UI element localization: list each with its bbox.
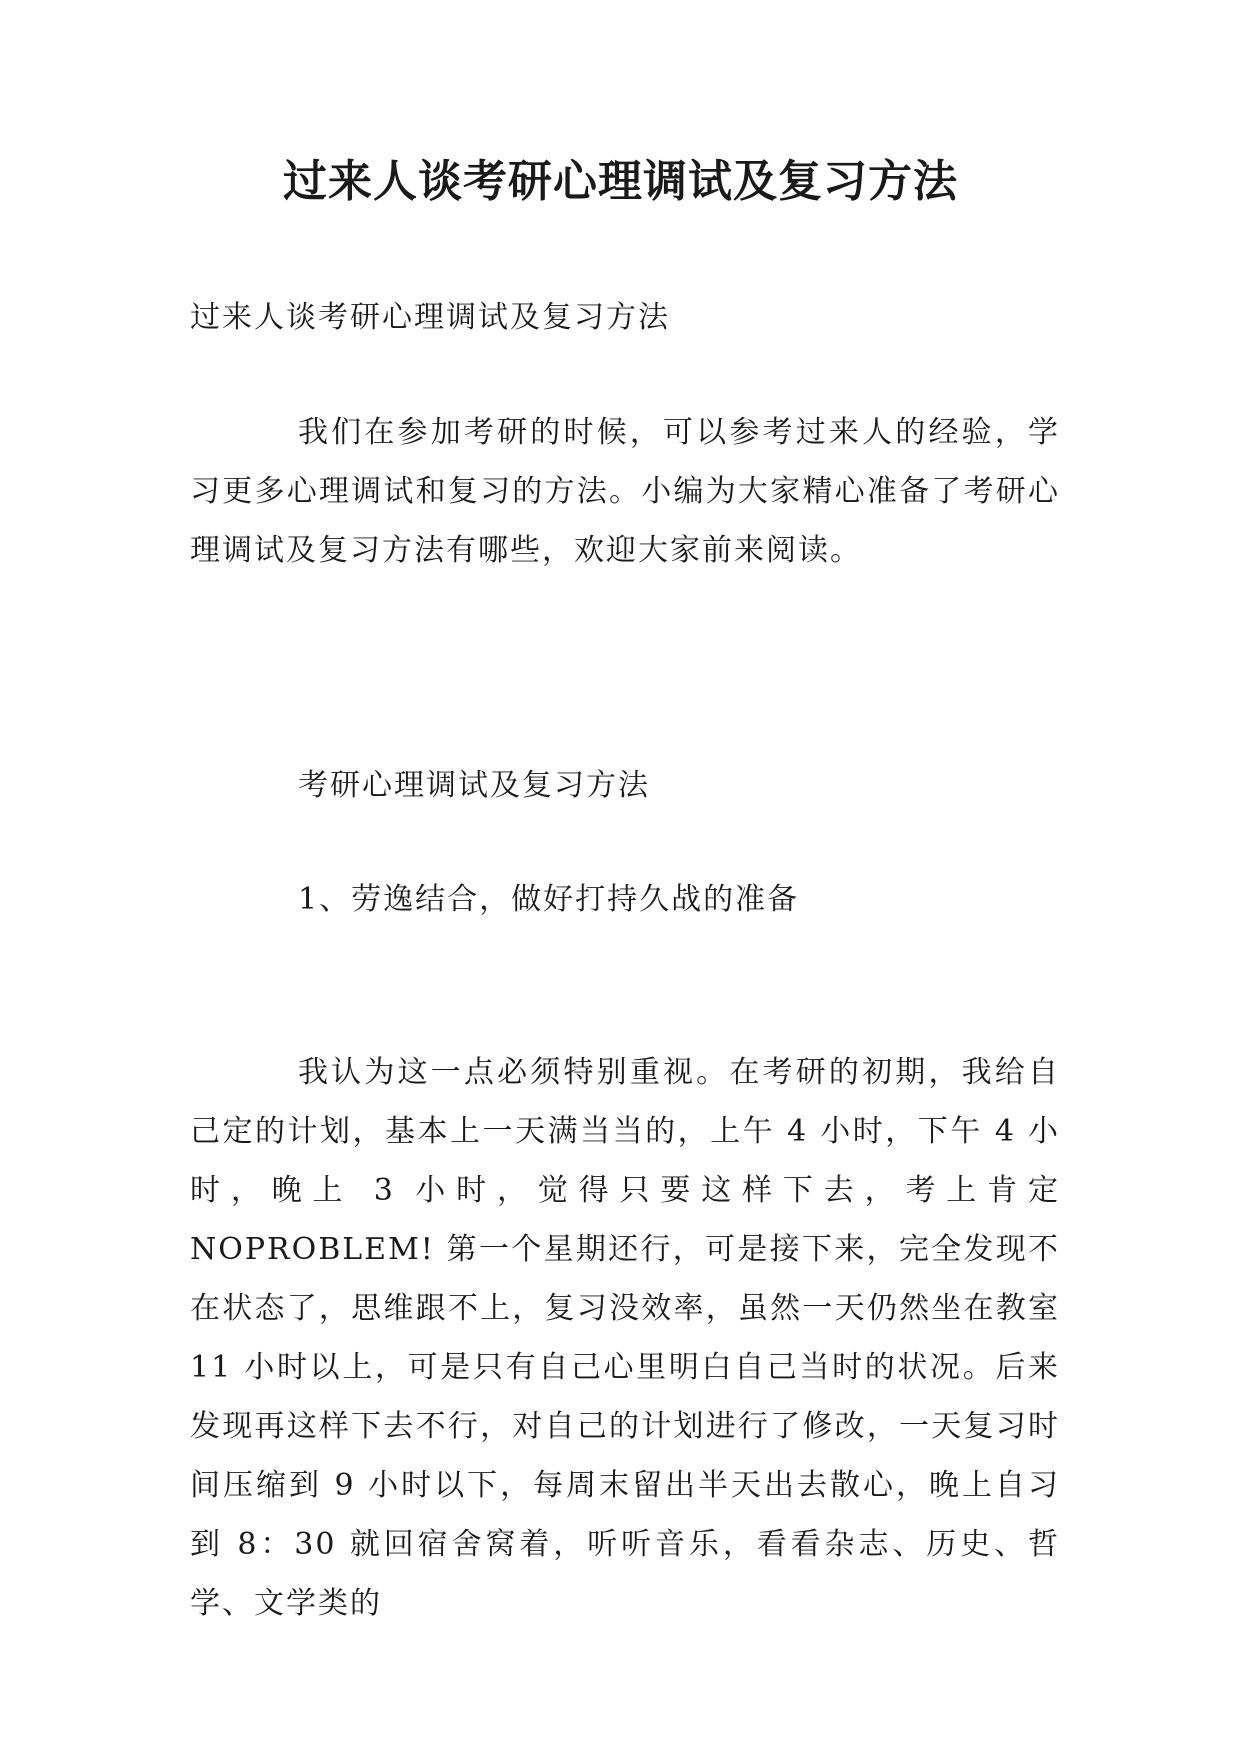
page-title: 过来人谈考研心理调试及复习方法	[283, 156, 958, 207]
point-heading: 1、劳逸结合，做好打持久战的准备	[298, 882, 800, 917]
section-heading: 考研心理调试及复习方法	[298, 768, 650, 803]
intro-paragraph: 我们在参加考研的时候，可以参考过来人的经验，学习更多心理调试和复习的方法。小编为大家精心准备了考研心理调试及复习方法有哪些，欢迎大家前来阅读。	[190, 415, 1060, 568]
document-subtitle: 过来人谈考研心理调试及复习方法	[190, 300, 670, 335]
body-paragraph: 我认为这一点必须特别重视。在考研的初期，我给自己定的计划，基本上一天满当当的，上午 4 小时，下午 4 小时，晚上 3 小时，觉得只要这样下去，考上肯定 NOPROBLEM! 第一个星期还行，可是接下来，完全发现不在状态了，思维跟不上，复习没效率，虽然一天仍然坐在教室 11 小时以上，可是只有自己心里明白自己当时的状况。后来发现再这样下去不行，对自己的计划进行了修改，一天复习时间压缩到 9 小时以下，每周末留出半天出去散心，晚上自习到 8：30 就回宿舍窝着，听听音乐，看看杂志、历史、哲学、文学类的	[190, 1055, 1060, 1621]
